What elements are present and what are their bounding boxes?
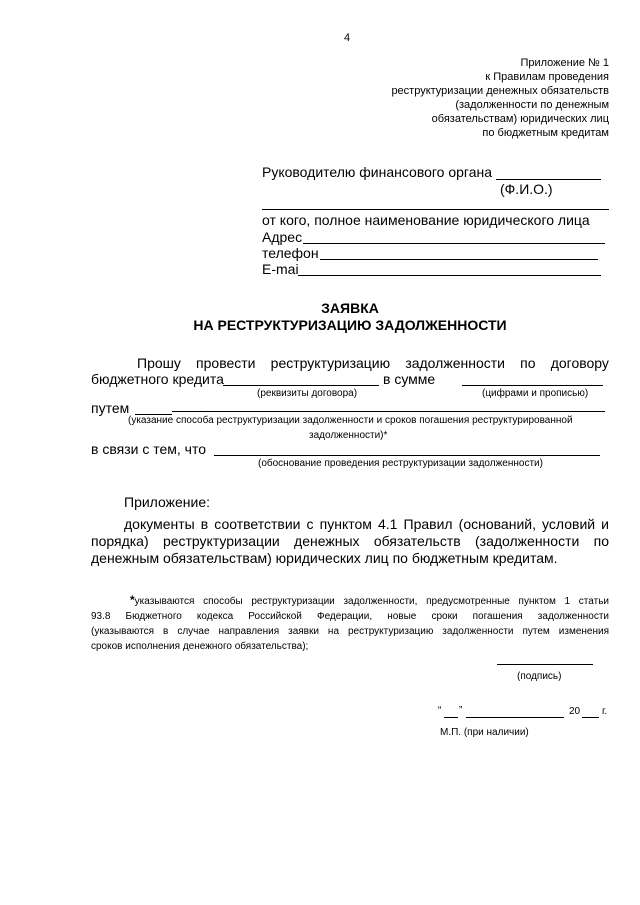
date-close-quote: ” <box>459 705 463 716</box>
footnote-line: 93.8 Бюджетного кодекса Российской Федерации, новые сроки погашения задолженности <box>91 611 609 622</box>
reason-hint: (обоснование проведения реструктуризации задолженности) <box>258 458 543 469</box>
credit-label: бюджетного кредита <box>91 371 224 387</box>
signature-field[interactable] <box>497 664 593 665</box>
email-label: E-mai <box>262 261 299 277</box>
document-subtitle: НА РЕСТРУКТУРИЗАЦИЮ ЗАДОЛЖЕННОСТИ <box>193 317 507 333</box>
sum-hint: (цифрами и прописью) <box>482 388 589 399</box>
way-hint: (указание способа реструктуризации задолженности и сроков погашения реструктурированной <box>128 415 573 426</box>
way-hint-2: задолженности)* <box>309 430 388 441</box>
head-label: Руководителю финансового органа <box>262 164 493 180</box>
appendix-line: (задолженности по денежным <box>455 99 609 111</box>
appendix-line: к Правилам проведения <box>485 71 609 83</box>
footnote-asterisk: * <box>130 593 135 607</box>
contract-field[interactable] <box>223 385 379 386</box>
way-field[interactable] <box>172 411 605 412</box>
request-word: провести <box>196 355 256 371</box>
year-suffix: г. <box>602 706 608 717</box>
phone-field[interactable] <box>320 259 598 260</box>
email-field[interactable] <box>298 275 601 276</box>
day-field[interactable] <box>444 717 458 718</box>
attachment-text <box>91 516 609 567</box>
fio-hint: (Ф.И.О.) <box>500 181 553 197</box>
stamp-label: М.П. (при наличии) <box>440 727 529 738</box>
request-word: реструктуризацию <box>270 355 391 371</box>
phone-label: телефон <box>262 245 319 261</box>
request-word: задолженности <box>405 355 505 371</box>
address-field[interactable] <box>303 243 605 244</box>
footnote-text: указываются способы реструктуризации задолженности, предусмотренные пунктом 1 статьи <box>134 596 609 607</box>
request-word: договору <box>550 355 609 371</box>
head-name-field-2[interactable] <box>262 209 609 210</box>
year-prefix: 20 <box>569 706 581 717</box>
appendix-line: по бюджетным кредитам <box>482 127 609 139</box>
footnote-line: (указываются в случае направления заявки на реструктуризацию задолженности путем изменения <box>91 626 609 637</box>
head-name-field[interactable] <box>496 179 601 180</box>
appendix-line: Приложение № 1 <box>520 57 609 69</box>
appendix-line: реструктуризации денежных обязательств <box>391 85 609 97</box>
footnote <box>91 593 609 654</box>
attachment-label: Приложение: <box>124 494 211 510</box>
page-number: 4 <box>344 32 351 44</box>
way-label: путем <box>91 400 130 416</box>
sum-label: в сумме <box>383 371 436 387</box>
document-title: ЗАЯВКА <box>321 300 379 316</box>
address-label: Адрес <box>262 229 303 245</box>
month-field[interactable] <box>466 717 564 718</box>
sum-field[interactable] <box>462 385 603 386</box>
year-field[interactable] <box>582 717 599 718</box>
signature-hint: (подпись) <box>517 671 562 682</box>
contract-hint: (реквизиты договора) <box>257 388 358 399</box>
date-open-quote: “ <box>438 705 442 716</box>
footnote-line: сроков исполнения денежного обязательства); <box>91 641 309 652</box>
appendix-block <box>309 56 609 140</box>
attachment-line: порядка) реструктуризации денежных обязательств (задолженности по <box>91 533 609 549</box>
reason-label: в связи с тем, что <box>91 441 206 457</box>
request-word: Прошу <box>137 355 181 371</box>
footnote-line <box>91 593 609 609</box>
from-label: от кого, полное наименование юридического лица <box>262 212 590 228</box>
reason-field[interactable] <box>214 455 600 456</box>
attachment-line: денежным обязательствам) юридических лиц по бюджетным кредитам. <box>91 550 558 566</box>
request-line-1 <box>137 355 609 371</box>
request-word: по <box>520 355 536 371</box>
appendix-line: обязательствам) юридических лиц <box>431 113 609 125</box>
attachment-line: документы в соответствии с пунктом 4.1 Правил (оснований, условий и <box>124 516 609 532</box>
